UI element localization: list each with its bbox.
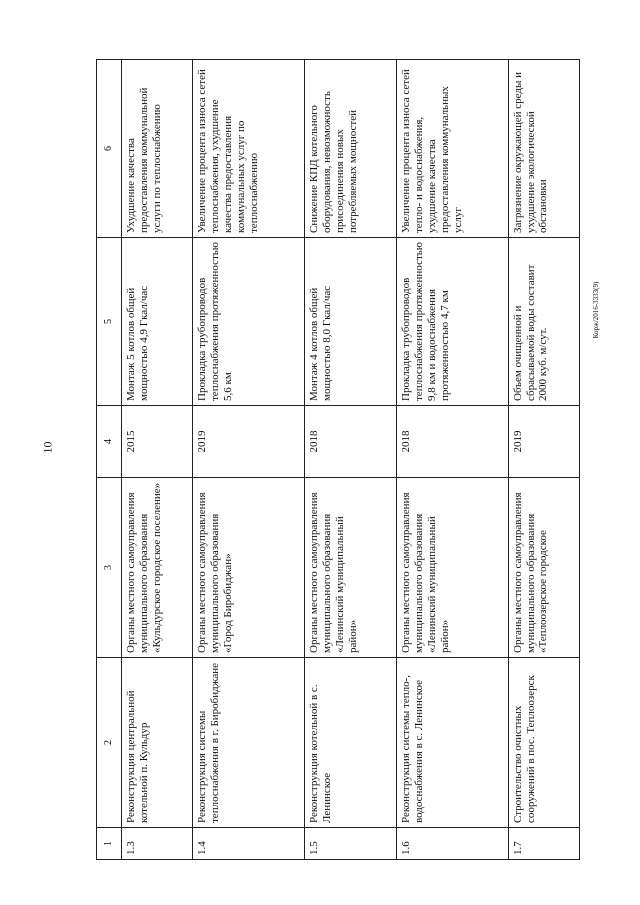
table-row (508, 60, 579, 860)
expected-result: Монтаж 4 котлов общей мощностью 8,0 Гкал/час (305, 238, 397, 406)
column-header: 1 (97, 828, 122, 860)
measure-name: Реконструкция системы тепло-, водоснабжения в с. Ленинское (396, 658, 508, 828)
implementation-year: 2015 (122, 406, 193, 478)
rotated-table-container (96, 60, 580, 860)
responsible-body: Органы местного самоуправления муниципального образования «Кульдурское городское поселение» (122, 478, 193, 658)
responsible-body: Органы местного самоуправления муниципального образования «Теплоозерское городское (508, 478, 579, 658)
program-measures-table (96, 59, 580, 860)
row-number: 1.7 (508, 828, 579, 860)
responsible-body: Органы местного самоуправления муниципального образования «Город Биробиджан» (193, 478, 305, 658)
consequence: Загрязнение окружающей среды и ухудшение экологической обстановки (508, 60, 579, 238)
implementation-year: 2019 (508, 406, 579, 478)
column-header: 6 (97, 60, 122, 238)
measure-name: Реконструкция системы теплоснабжения в г. Биробиджане (193, 658, 305, 828)
expected-result: Прокладка трубопроводов теплоснабжения протяженностью 5,6 км (193, 238, 305, 406)
table-row (122, 60, 193, 860)
responsible-body: Органы местного самоуправления муниципального образования «Ленинский муниципальный район» (305, 478, 397, 658)
page-number: 10 (40, 441, 55, 454)
implementation-year: 2019 (193, 406, 305, 478)
implementation-year: 2018 (396, 406, 508, 478)
table-row (305, 60, 397, 860)
consequence: Ухудшение качества предоставления коммунальной услуги по теплоснабжению (122, 60, 193, 238)
consequence: Увеличение процента износа сетей теплоснабжения, ухудшение качества предоставления коммунальных услуг по теплоснабжению (193, 60, 305, 238)
row-number: 1.6 (396, 828, 508, 860)
measure-name: Реконструкция котельной в с. Ленинское (305, 658, 397, 828)
expected-result: Объем очищенной и сбрасываемой воды составит 2000 куб. м/сут. (508, 238, 579, 406)
column-header: 4 (97, 406, 122, 478)
table-row (396, 60, 508, 860)
table-row (193, 60, 305, 860)
consequence: Увеличение процента износа сетей тепло- и водоснабжения, ухудшение качества предоставления коммунальных услуг (396, 60, 508, 238)
column-header: 5 (97, 238, 122, 406)
responsible-body: Органы местного самоуправления муниципального образования «Ленинский муниципальный район» (396, 478, 508, 658)
column-header: 3 (97, 478, 122, 658)
table-header-row (97, 60, 122, 860)
document-code: Корж/2016-3333(9) (592, 281, 600, 339)
expected-result: Прокладка трубопроводов теплоснабжения протяженностью 9,8 км и водоснабжения протяженностью 4,7 км (396, 238, 508, 406)
measure-name: Реконструкция центральной котельной п. Кульдур (122, 658, 193, 828)
implementation-year: 2018 (305, 406, 397, 478)
expected-result: Монтаж 5 котлов общей мощностью 4,9 Гкал/час (122, 238, 193, 406)
measure-name: Строительство очистных сооружений в пос. Теплоозерск (508, 658, 579, 828)
consequence: Снижение КПД котельного оборудования, невозможность присоединения новых потребляемых мощностей (305, 60, 397, 238)
row-number: 1.4 (193, 828, 305, 860)
row-number: 1.5 (305, 828, 397, 860)
column-header: 2 (97, 658, 122, 828)
row-number: 1.3 (122, 828, 193, 860)
